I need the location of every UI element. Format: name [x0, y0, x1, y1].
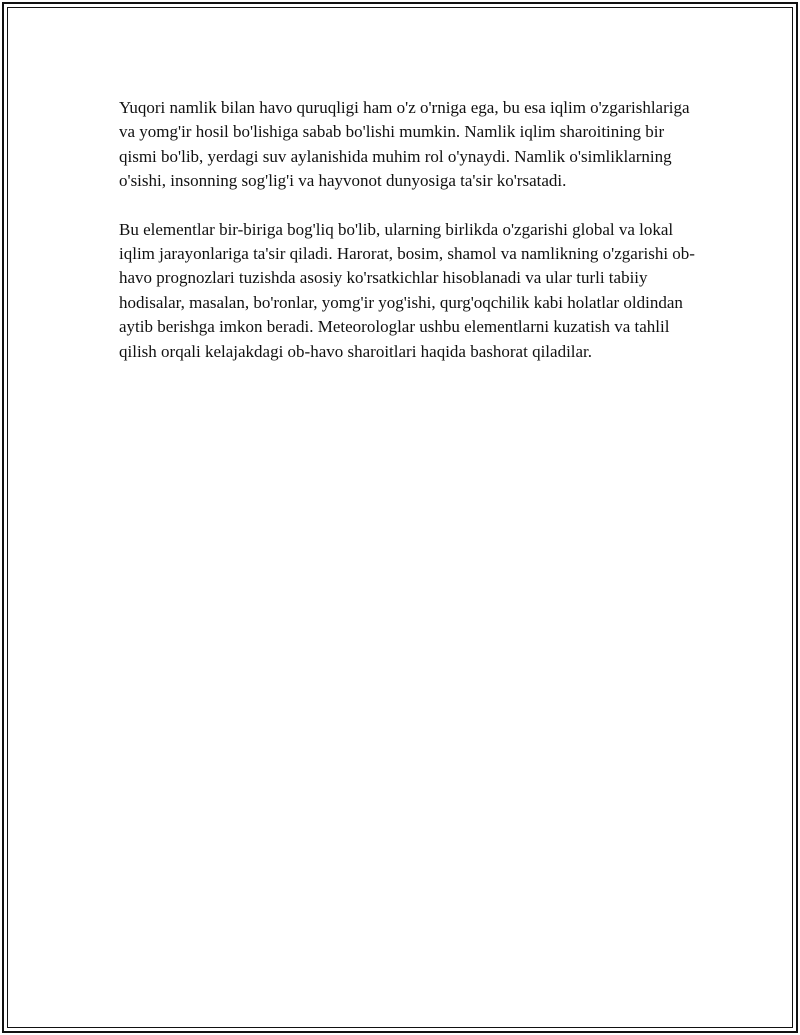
- document-body: [119, 96, 699, 388]
- page-border-inner: [7, 7, 793, 1028]
- paragraph-humidity: Yuqori namlik bilan havo quruqligi ham o'z o'rniga ega, bu esa iqlim o'zgarishlariga va yomg'ir hosil bo'lishiga sabab bo'lishi mumkin. Namlik iqlim sharoitining bir qismi bo'lib, yerdagi suv aylanishida muhim rol o'ynaydi. Namlik o'simliklarning o'sishi, insonning sog'lig'i va hayvonot dunyosiga ta'sir ko'rsatadi.: [119, 98, 690, 191]
- page-border: [2, 2, 798, 1033]
- paragraph-weather-elements: Bu elementlar bir-biriga bog'liq bo'lib, ularning birlikda o'zgarishi global va lokal iqlim jarayonlariga ta'sir qiladi. Harorat, bosim, shamol va namlikning o'zgarishi ob-havo prognozlari tuzishda asosiy ko'rsatkichlar hisoblanadi va ular turli tabiiy hodisalar, masalan, bo'ronlar, yomg'ir yog'ishi, qurg'oqchilik kabi holatlar oldindan aytib berishga imkon beradi. Meteorologlar ushbu elementlarni kuzatish va tahlil qilish orqali kelajakdagi ob-havo sharoitlari haqida bashorat qiladilar.: [119, 219, 695, 361]
